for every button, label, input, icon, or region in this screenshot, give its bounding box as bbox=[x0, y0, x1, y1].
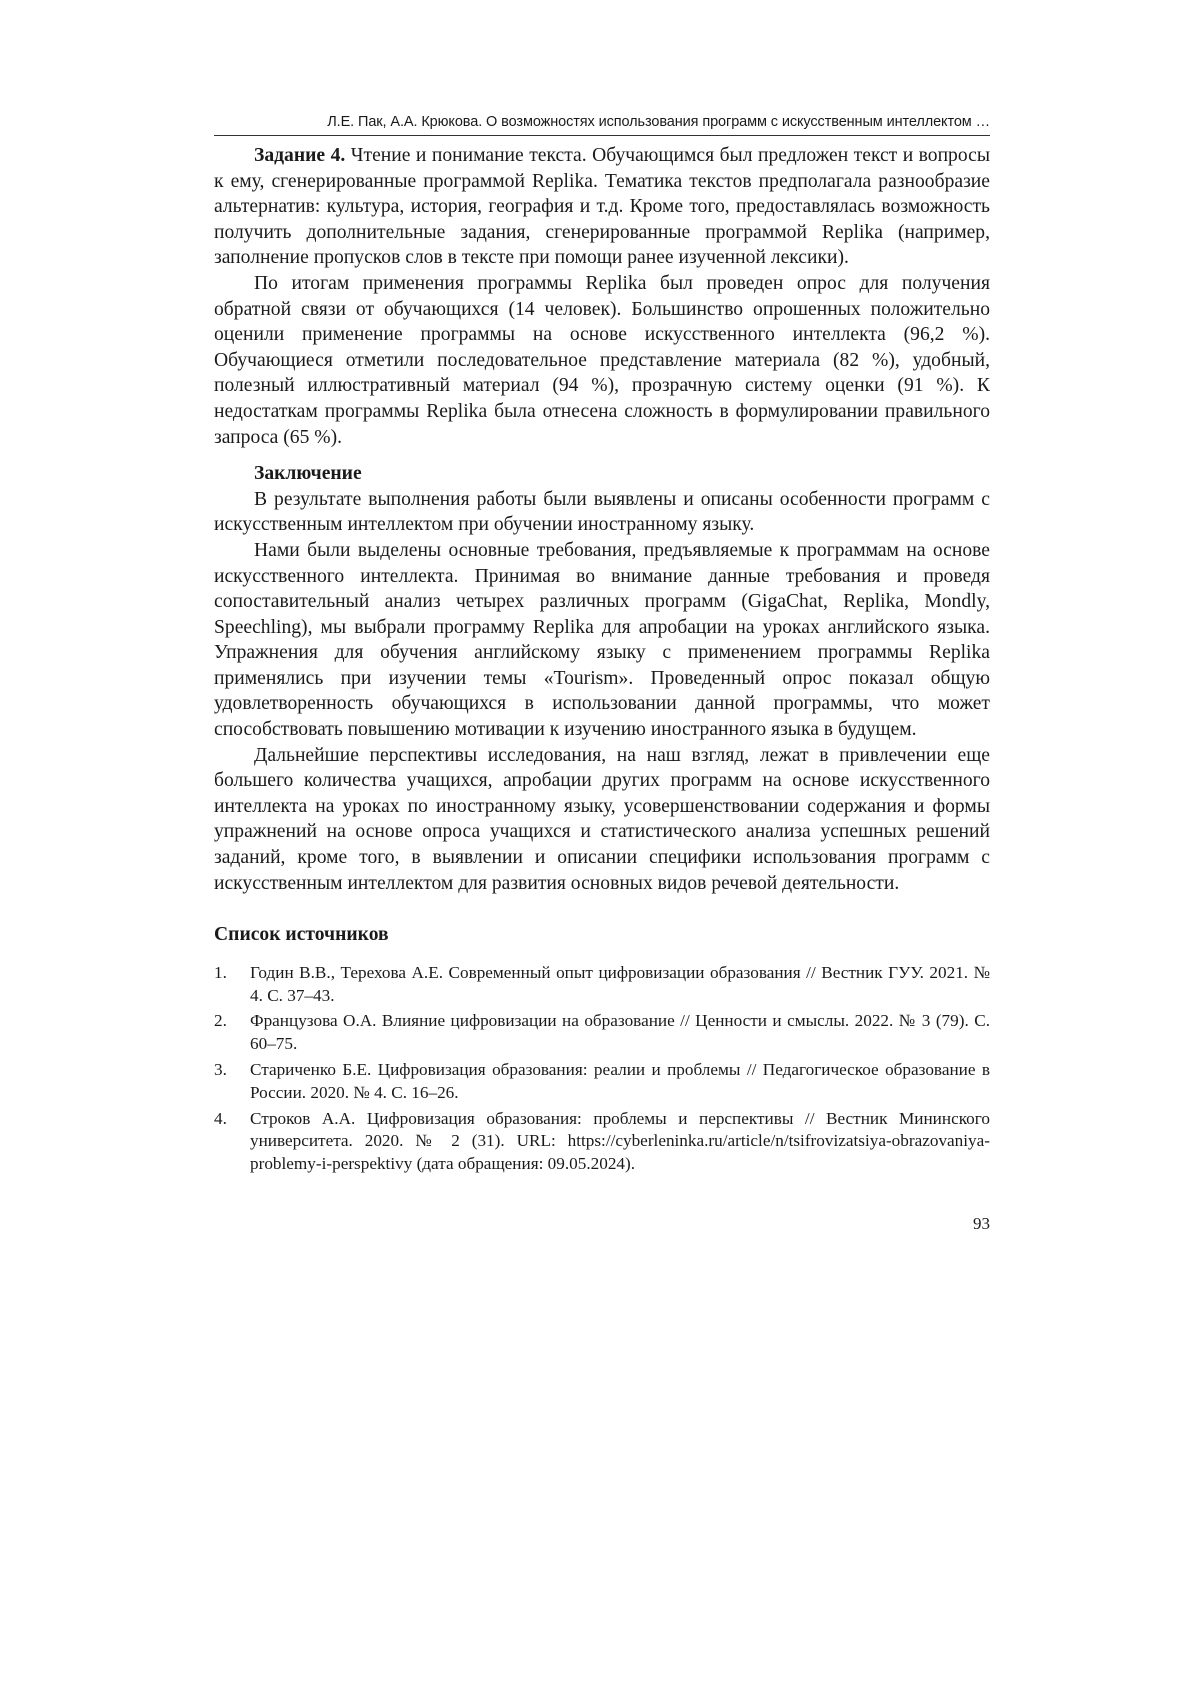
task4-paragraph bbox=[214, 143, 990, 271]
reference-text: Французова О.А. Влияние цифровизации на образование // Ценности и смыслы. 2022. № 3 (79). С. 60–75. bbox=[250, 1011, 990, 1054]
article-body bbox=[214, 143, 990, 1176]
article-page bbox=[214, 112, 990, 1234]
task4-label: Задание 4. bbox=[254, 145, 346, 166]
reference-number: 2. bbox=[214, 1011, 227, 1031]
running-head: Л.Е. Пак, А.А. Крюкова. О возможностях использования программ с искусственным интеллектом … bbox=[214, 112, 990, 136]
page-number: 93 bbox=[973, 1213, 990, 1233]
conclusion-paragraph-3: Дальнейшие перспективы исследования, на наш взгляд, лежат в привлечении еще большего количества учащихся, апробации других программ на основе искусственного интеллекта на уроках по иностранному языку, усовершенствовании содержания и формы упражнений на основе опроса учащихся и статистического анализа успешных решений заданий, кроме того, в выявлении и описании специфики использования программ с искусственным интеллектом для развития основных видов речевой деятельности. bbox=[214, 744, 990, 894]
reference-number: 1. bbox=[214, 962, 227, 982]
reference-number: 4. bbox=[214, 1108, 227, 1128]
reference-text: Годин В.В., Терехова А.Е. Современный опыт цифровизации образования // Вестник ГУУ. 2021. № 4. С. 37–43. bbox=[250, 962, 990, 1005]
reference-text: Строков А.А. Цифровизация образования: проблемы и перспективы // Вестник Мининского университета. 2020. № 2 (31). URL: https://cyberleninka.ru/article/n/tsifrovizatsiya-obrazovaniya-problemy-i-perspektivy (дата обращения: 09.05.2024). bbox=[250, 1108, 990, 1174]
conclusion-paragraph-2: Нами были выделены основные требования, предъявляемые к программам на основе искусственного интеллекта. Принимая во внимание данные требования и проведя сопоставительный анализ четырех различных программ (GigaChat, Replika, Mondly, Speechling), мы выбрали программу Replika для апробации на уроках английского языка. Упражнения для обучения английскому языку с применением программы Replika применялись при изучении темы «Tourism». Проведенный опрос показал общую удовлетворенность обучающихся в использовании данной программы, что может способствовать повышению мотивации к изучению иностранного языка в будущем. bbox=[214, 539, 990, 741]
reference-text: Стариченко Б.Е. Цифровизация образования: реалии и проблемы // Педагогическое образование в России. 2020. № 4. С. 16–26. bbox=[250, 1060, 990, 1102]
task4-text: Чтение и понимание текста. Обучающимся был предложен текст и вопросы к ему, сгенерированные программой Replika. Тематика текстов предполагала разнообразие альтернатив: культура, история, география и т.д. Кроме того, предоставлялась возможность получить дополнительные задания, сгенерированные программой Replika (например, заполнение пропусков слов в тексте при помощи ранее изученной лексики). bbox=[214, 145, 991, 269]
reference-item bbox=[214, 1010, 990, 1056]
reference-item bbox=[214, 962, 990, 1008]
reference-item bbox=[214, 1108, 990, 1176]
conclusion-heading: Заключение bbox=[254, 463, 362, 485]
reference-number: 3. bbox=[214, 1060, 227, 1079]
reference-item bbox=[214, 1059, 990, 1105]
references-heading: Список источников bbox=[214, 924, 389, 946]
references-list bbox=[214, 962, 990, 1176]
survey-paragraph: По итогам применения программы Replika был проведен опрос для получения обратной связи от обучающихся (14 человек). Большинство опрошенных положительно оценили применение программы на основе искусственного интеллекта (96,2 %). Обучающиеся отметили последовательное представление материала (82 %), удобный, полезный иллюстративный материал (94 %), прозрачную систему оценки (91 %). К недостаткам программы Replika была отнесена сложность в формулировании правильного запроса (65 %). bbox=[214, 272, 990, 448]
conclusion-paragraph-1: В результате выполнения работы были выявлены и описаны особенности программ с искусственным интеллектом при обучении иностранному языку. bbox=[214, 488, 990, 536]
